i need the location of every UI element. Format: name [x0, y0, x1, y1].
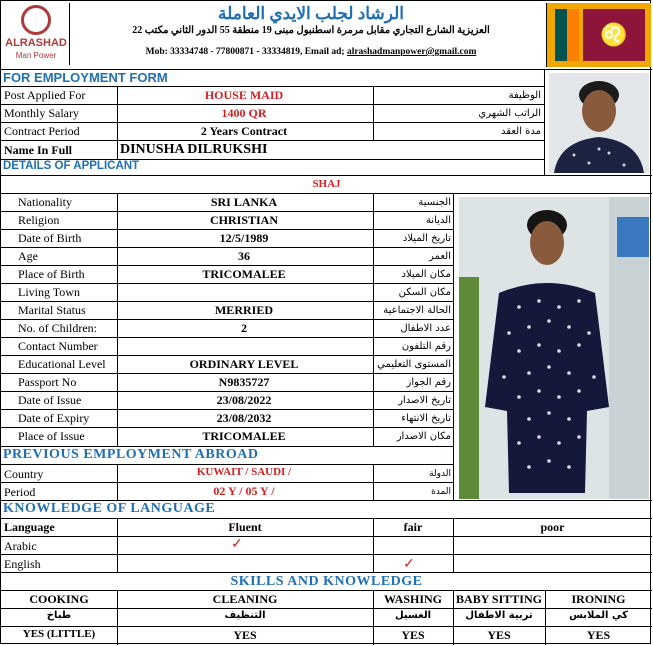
skill-name-arabic: الغسيل	[394, 610, 431, 621]
skill-name: WASHING	[383, 592, 442, 606]
section-title-employment: FOR EMPLOYMENT FORM	[3, 70, 168, 85]
skill-name: COOKING	[29, 592, 89, 606]
detail-value: ORDINARY LEVEL	[189, 357, 299, 371]
name-label: Name In Full	[4, 143, 73, 157]
detail-label-arabic: الديانة	[425, 215, 451, 226]
arabic-fluent-check-icon: ✓	[231, 537, 243, 552]
detail-label: Educational Level	[18, 357, 106, 371]
detail-label: Contact Number	[18, 339, 98, 353]
detail-label: Date of Issue	[18, 393, 82, 407]
company-contact	[81, 47, 541, 57]
detail-value: 12/5/1989	[219, 231, 269, 245]
detail-value: TRICOMALEE	[202, 267, 286, 281]
company-logo	[3, 3, 70, 65]
country-value: KUWAIT / SAUDI /	[196, 466, 292, 478]
detail-label-arabic: مكان السكن	[398, 287, 451, 298]
detail-value: MERRIED	[214, 303, 273, 317]
detail-label: Religion	[18, 213, 60, 227]
letterhead	[1, 1, 652, 70]
skill-name: BABY SITTING	[456, 592, 542, 606]
detail-label-arabic: رقم التلفون	[401, 341, 451, 352]
poor-col-header: poor	[540, 520, 565, 534]
detail-label-arabic: مكان الاصدار	[396, 431, 451, 442]
detail-value: 23/08/2032	[216, 411, 272, 425]
detail-label-arabic: مكان الميلاد	[401, 269, 451, 280]
detail-label-arabic: العمر	[429, 251, 451, 262]
detail-label: Date of Expiry	[18, 411, 90, 425]
salary-value: 1400 QR	[221, 106, 267, 120]
row-label-arabic: مدة العقد	[501, 126, 541, 137]
section-title-applicant: DETAILS OF APPLICANT	[3, 160, 140, 172]
detail-label: Place of Issue	[18, 429, 85, 443]
detail-label-arabic: تاريخ الانتهاء	[401, 413, 451, 424]
row-label-arabic: الراتب الشهري	[478, 108, 541, 119]
period-value: 02 Y / 05 Y /	[213, 484, 275, 498]
detail-label: Passport No	[18, 375, 77, 389]
detail-label: Living Town	[18, 285, 80, 299]
detail-label: No. of Children:	[18, 321, 97, 335]
detail-label-arabic: رقم الجواز	[406, 377, 451, 388]
language-name: Arabic	[4, 539, 37, 553]
logo-subtext: Man Power	[15, 51, 57, 60]
detail-label-arabic: المستوى التعليمي	[377, 359, 451, 370]
section-title-previous: PREVIOUS EMPLOYMENT ABROAD	[3, 447, 259, 462]
full-name-value: DINUSHA DILRUKSHI	[120, 142, 268, 157]
logo-emblem-icon	[21, 5, 51, 35]
contract-value: 2 Years Contract	[200, 124, 288, 138]
detail-label: Nationality	[18, 195, 72, 209]
row-label: Post Applied For	[4, 88, 86, 102]
row-label-arabic: الوظيفة	[508, 90, 541, 101]
skill-name-arabic: طباخ	[46, 610, 72, 621]
section-title-language: KNOWLEDGE OF LANGUAGE	[3, 501, 216, 516]
contact-phones: Mob: 33334748 - 77800871 - 33334819, Email ad;	[145, 47, 345, 57]
skill-name-arabic: تربية الاطفال	[465, 610, 533, 621]
agent-code: SHAJ	[312, 178, 341, 190]
company-name-arabic: الرشاد لجلب الايدي العاملة	[217, 4, 404, 23]
full-body-photo	[459, 197, 649, 499]
detail-label: Place of Birth	[18, 267, 85, 281]
language-name: English	[4, 557, 41, 571]
detail-value: 36	[238, 249, 250, 263]
skill-value: YES (LITTLE)	[22, 628, 96, 640]
detail-label-arabic: عدد الاطفال	[400, 323, 451, 334]
country-label-arabic: الدولة	[429, 469, 451, 479]
detail-value: N9835727	[218, 375, 270, 389]
detail-value: CHRISTIAN	[209, 213, 278, 227]
period-label: Period	[4, 485, 36, 499]
skill-name: CLEANING	[212, 592, 278, 606]
row-label: Contract Period	[4, 124, 80, 138]
company-address: العزيزية الشارع التجاري مقابل مرمرة اسطنبول مبنى 19 منطقة 55 الدور الثاني مكتب 22	[132, 25, 490, 36]
detail-value: 2	[241, 321, 247, 335]
detail-label-arabic: الجنسية	[418, 197, 451, 208]
detail-value: 23/08/2022	[216, 393, 272, 407]
detail-label: Date of Birth	[18, 231, 82, 245]
country-label: Country	[4, 467, 44, 481]
row-label: Monthly Salary	[4, 106, 79, 120]
skill-name-arabic: التنظيف	[224, 610, 266, 621]
detail-label-arabic: الحالة الاجتماعية	[383, 305, 451, 316]
skill-value: YES	[401, 628, 425, 642]
logo-text: ALRASHAD	[5, 37, 67, 49]
detail-value: SRI LANKA	[210, 195, 278, 209]
skill-value: YES	[233, 628, 257, 642]
detail-label-arabic: تاريخ الاصدار	[398, 395, 451, 406]
post-applied-value: HOUSE MAID	[204, 88, 284, 102]
skill-value: YES	[586, 628, 611, 642]
passport-photo	[549, 73, 649, 173]
detail-label-arabic: تاريخ الميلاد	[402, 233, 451, 244]
fluent-col-header: Fluent	[228, 520, 262, 534]
skill-value: YES	[487, 628, 511, 642]
skill-name: IRONING	[571, 592, 626, 606]
period-label-arabic: المدة	[431, 487, 451, 497]
detail-label: Marital Status	[18, 303, 86, 317]
sri-lanka-flag-icon: ♌	[546, 3, 651, 67]
language-col-header: Language	[4, 520, 55, 534]
detail-label: Age	[18, 249, 38, 263]
fair-col-header: fair	[403, 520, 423, 534]
english-fair-check-icon: ✓	[403, 557, 415, 572]
skill-name-arabic: كي الملابس	[569, 610, 628, 621]
contact-email: alrashadmanpower@gmail.com	[346, 47, 477, 57]
detail-value: TRICOMALEE	[202, 429, 286, 443]
section-title-skills: SKILLS AND KNOWLEDGE	[230, 574, 423, 589]
